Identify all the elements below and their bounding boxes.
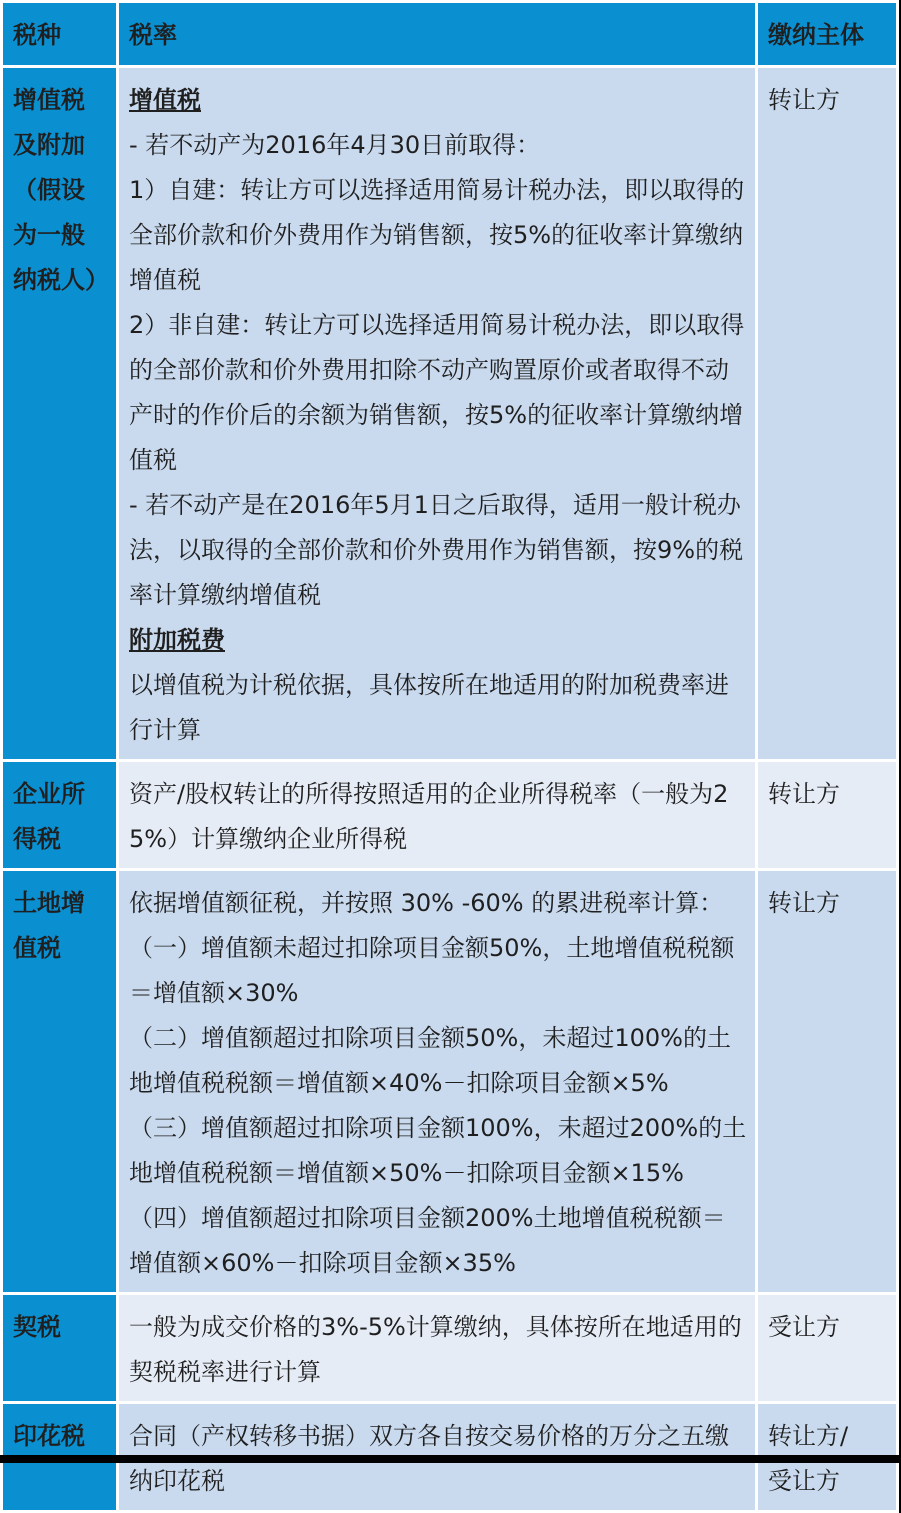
lat-rule-line: 依据增值额征税，并按照 30% -60% 的累进税率计算： — [129, 889, 724, 917]
vat-rule-line: 2）非自建：转让方可以选择适用简易计税办法，即以取得的全部价款和价外费用扣除不动产购置原价或者取得不动产时的作价后的余额为销售额，按5%的征收率计算缴纳增值税 — [129, 311, 745, 474]
header-row — [3, 3, 896, 65]
tax-name-line: 为一般 — [13, 221, 85, 249]
tax-name-lat — [3, 871, 116, 1292]
table-row-deed — [3, 1295, 896, 1401]
tax-name-vat — [3, 68, 116, 759]
payer-cell-lat — [758, 871, 896, 1292]
tax-name-cit — [3, 762, 116, 868]
payer-text: 受让方 — [768, 1313, 840, 1341]
tax-name-line: 土地增 — [13, 889, 85, 917]
payer-text: 转让方 — [768, 86, 840, 114]
tax-name-line: （假设 — [13, 176, 85, 204]
lat-rule-line: （二）增值额超过扣除项目金额50%，未超过100%的土地增值税税额＝增值额×40%－扣除项目金额×5% — [129, 1024, 731, 1097]
payer-text: 转让方 — [768, 889, 840, 917]
cit-rule-text: 资产/股权转让的所得按照适用的企业所得税率（一般为25%）计算缴纳企业所得税 — [129, 780, 729, 853]
lat-rule-line: （一）增值额未超过扣除项目金额50%，土地增值税税额＝增值额×30% — [129, 934, 735, 1007]
payer-cell-vat — [758, 68, 896, 759]
tax-name-line: 得税 — [13, 825, 61, 853]
tax-name-line: 值税 — [13, 934, 61, 962]
tax-name-line: 及附加 — [13, 131, 85, 159]
tax-name-line: 纳税人） — [13, 266, 109, 294]
payer-cell-cit — [758, 762, 896, 868]
rate-cell-deed — [119, 1295, 755, 1401]
lat-rule-line: （四）增值额超过扣除项目金额200%土地增值税税额＝增值额×60%－扣除项目金额×35% — [129, 1204, 726, 1277]
tax-name-line: 契税 — [13, 1313, 61, 1341]
stamp-rule-text: 合同（产权转移书据）双方各自按交易价格的万分之五缴纳印花税 — [129, 1422, 729, 1495]
lat-rule-line: （三）增值额超过扣除项目金额100%，未超过200%的土地增值税税额＝增值额×50%－扣除项目金额×15% — [129, 1114, 747, 1187]
tax-name-line: 印花税 — [13, 1422, 85, 1450]
table-row-vat — [3, 68, 896, 759]
vat-section-title: 增值税 — [129, 86, 201, 114]
table-row-cit — [3, 762, 896, 868]
table-row-lat — [3, 871, 896, 1292]
surcharge-rule-text: 以增值税为计税依据，具体按所在地适用的附加税费率进行计算 — [129, 671, 729, 744]
header-rate: 税率 — [119, 3, 755, 65]
tax-name-line: 企业所 — [13, 780, 85, 808]
tax-name-line: 增值税 — [13, 86, 85, 114]
payer-cell-deed — [758, 1295, 896, 1401]
vat-rule-line: - 若不动产为2016年4月30日前取得： — [129, 131, 541, 159]
payer-text: 转让方/ — [768, 1422, 849, 1450]
vat-rule-line: 1）自建：转让方可以选择适用简易计税办法，即以取得的全部价款和价外费用作为销售额，按5%的征收率计算缴纳增值税 — [129, 176, 745, 294]
payer-text: 转让方 — [768, 780, 840, 808]
header-tax-type: 税种 — [3, 3, 116, 65]
bottom-border — [0, 1455, 901, 1463]
surcharge-section-title: 附加税费 — [129, 626, 225, 654]
payer-text: 受让方 — [768, 1467, 840, 1495]
rate-cell-lat — [119, 871, 755, 1292]
rate-cell-vat — [119, 68, 755, 759]
tax-name-deed — [3, 1295, 116, 1401]
header-payer: 缴纳主体 — [758, 3, 896, 65]
rate-cell-cit — [119, 762, 755, 868]
deed-rule-text: 一般为成交价格的3%-5%计算缴纳，具体按所在地适用的契税税率进行计算 — [129, 1313, 742, 1386]
vat-rule-line: - 若不动产是在2016年5月1日之后取得，适用一般计税办法，以取得的全部价款和价外费用作为销售额，按9%的税率计算缴纳增值税 — [129, 491, 744, 609]
